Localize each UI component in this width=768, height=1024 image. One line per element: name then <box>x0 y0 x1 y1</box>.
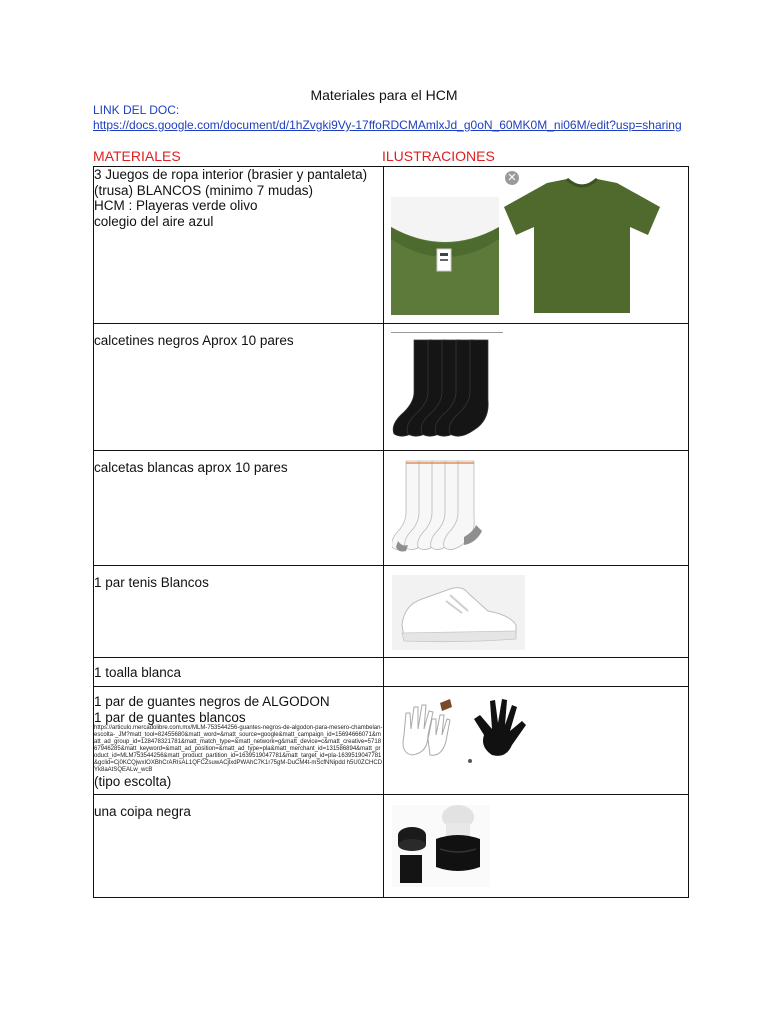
column-header-illustrations: ILUSTRACIONES <box>382 148 495 164</box>
material-cell <box>94 658 384 687</box>
material-text: una coipa negra <box>94 804 191 819</box>
material-text: 1 par de guantes blancos <box>94 709 246 725</box>
close-icon[interactable]: ✕ <box>505 171 519 185</box>
material-cell <box>94 324 384 451</box>
illustration-cell <box>384 324 689 451</box>
material-text: calcetas blancas aprox 10 pares <box>94 460 288 475</box>
document-title: Materiales para el HCM <box>310 87 458 103</box>
black-gloves-image <box>466 695 536 765</box>
illustration-cell <box>384 167 689 324</box>
material-text: 3 Juegos de ropa interior (brasier y pantaleta) (trusa) BLANCOS (minimo 7 mudas) <box>94 167 368 198</box>
black-socks-image <box>392 338 502 444</box>
material-text: 1 par de guantes negros de ALGODON <box>94 694 330 709</box>
table-row <box>94 687 689 795</box>
link-label: LINK DEL DOC: <box>93 103 180 117</box>
materials-table <box>93 166 689 898</box>
table-row <box>94 658 689 687</box>
material-text: HCM : Playeras verde olivo <box>94 198 258 213</box>
material-text: 1 par tenis Blancos <box>94 575 209 590</box>
green-tshirt-image <box>502 177 662 317</box>
material-cell <box>94 795 384 898</box>
material-text: (tipo escolta) <box>94 774 172 789</box>
table-row <box>94 167 689 324</box>
green-tshirt-collar-image <box>391 197 499 315</box>
table-row <box>94 451 689 566</box>
illustration-cell <box>384 687 689 795</box>
white-socks-image <box>392 459 488 559</box>
divider-line <box>391 332 503 333</box>
material-text: colegio del aire azul <box>94 213 214 229</box>
white-sneaker-image <box>392 575 525 650</box>
table-row <box>94 324 689 451</box>
material-cell <box>94 566 384 658</box>
material-cell <box>94 167 384 324</box>
neck-gaiter-image <box>392 805 490 887</box>
white-gloves-image <box>392 695 462 763</box>
column-header-materials: MATERIALES <box>93 148 181 164</box>
illustration-cell <box>384 451 689 566</box>
material-text: 1 toalla blanca <box>94 665 182 680</box>
table-row <box>94 566 689 658</box>
product-link[interactable]: https://articulo.mercadolibre.com.mx/MLM-753544256-guantes-negros-de-algodon-para-mesero-chambelan-escolta-_JM?matt_tool=82455680&matt_word=&matt_source=google&matt_campaign_id=15694666071&matt_ad_group_id=128478321781&matt_match_type=&matt_network=g&matt_device=c&matt_creative=571867946285&matt_keyword=&matt_ad_position=&matt_ad_type=pla&matt_merchant_id=131586894&matt_product_id=MLM753544256&matt_product_partition_id=1639519047781&matt_target_id=pla-1639519047781&gclid=Cj0KCQjwxIOXBhCrARIsAL1QFCZsuwACjlxdPWAhC7K1r75gM-DuCM4t-mScfNNipdd h5U0ZCHCDYk8aAtSQEALw_wcB <box>94 725 383 773</box>
doc-link[interactable]: https://docs.google.com/document/d/1hZvgki9Vy-17ffoRDCMAmlxJd_g0oN_60MK0M_ni06M/edit?usp=sharing <box>93 118 682 132</box>
illustration-cell <box>384 795 689 898</box>
material-cell <box>94 687 384 795</box>
material-text: calcetines negros Aprox 10 pares <box>94 333 294 348</box>
table-row <box>94 795 689 898</box>
illustration-cell <box>384 658 689 687</box>
illustration-cell <box>384 566 689 658</box>
material-cell <box>94 451 384 566</box>
